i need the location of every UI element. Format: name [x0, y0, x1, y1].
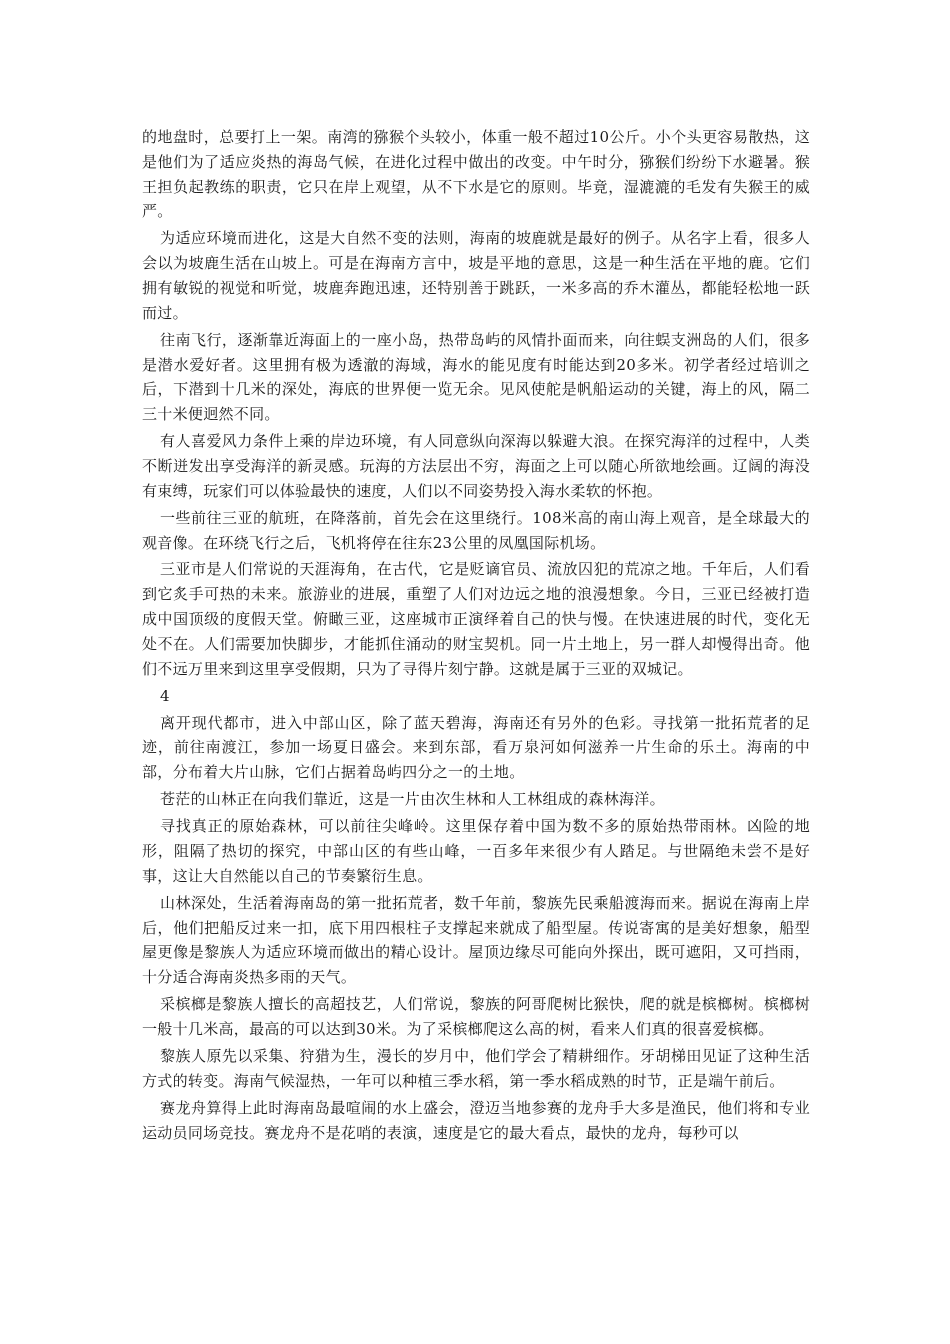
paragraph-8: 苍茫的山林正在向我们靠近，这是一片由次生林和人工林组成的森林海洋。	[160, 790, 665, 809]
paragraph-7: 离开现代都市，进入中部山区，除了蓝天碧海，海南还有另外的色彩。寻找第一批拓荒者的足迹，前往南渡江，参加一场夏日盛会。来到东部，看万泉河如何滋养一片生命的乐土。海南的中部，分布着大片山脉，它们占据着岛屿四分之一的土地。	[142, 713, 810, 782]
document-page	[142, 125, 810, 1148]
paragraph-10: 山林深处，生活着海南岛的第一批拓荒者，数千年前，黎族先民乘船渡海而来。据说在海南上岸后，他们把船反过来一扣，底下用四根柱子支撑起来就成了船型屋。传说寄寓的是美好想象，船型屋更像是黎族人为适应环境而做出的精心设计。屋顶边缘尽可能向外探出，既可遮阳，又可挡雨，十分适合海南炎热多雨的天气。	[142, 893, 810, 987]
paragraph-3: 往南飞行，逐渐靠近海面上的一座小岛，热带岛屿的风情扑面而来，向往蜈支洲岛的人们，很多是潜水爱好者。这里拥有极为透澈的海域，海水的能见度有时能达到20多米。初学者经过培训之后，下潜到十几米的深处，海底的世界便一览无余。见风使舵是帆船运动的关键，海上的风，隔二三十米便迥然不同。	[142, 330, 810, 424]
paragraph-4: 有人喜爱风力条件上乘的岸边环境，有人同意纵向深海以躲避大浪。在探究海洋的过程中，人类不断迸发出享受海洋的新灵感。玩海的方法层出不穷，海面之上可以随心所欲地绘画。辽阔的海没有束缚，玩家们可以体验最快的速度，人们以不同姿势投入海水柔软的怀抱。	[142, 432, 810, 500]
paragraph-2: 为适应环境而进化，这是大自然不变的法则，海南的坡鹿就是最好的例子。从名字上看，很多人会以为坡鹿生活在山坡上。可是在海南方言中，坡是平地的意思，这是一种生活在平地的鹿。它们拥有敏锐的视觉和听觉，坡鹿奔跑迅速，还特别善于跳跃，一米多高的乔木灌丛，都能轻松地一跃而过。	[142, 229, 810, 322]
paragraph-1: 的地盘时，总要打上一架。南湾的猕猴个头较小，体重一般不超过10公斤。小个头更容易散热，这是他们为了适应炎热的海岛气候，在进化过程中做出的改变。中午时分，猕猴们纷纷下水避暑。猴王担负起教练的职责，它只在岸上观望，从不下水是它的原则。毕竟，湿漉漉的毛发有失猴王的威严。	[142, 128, 810, 221]
paragraph-12: 黎族人原先以采集、狩猎为生，漫长的岁月中，他们学会了精耕细作。牙胡梯田见证了这种生活方式的转变。海南气候湿热，一年可以种植三季水稻，第一季水稻成熟的时节，正是端午前后。	[142, 1046, 810, 1090]
paragraph-9: 寻找真正的原始森林，可以前往尖峰岭。这里保存着中国为数不多的原始热带雨林。凶险的地形，阻隔了热切的探究，中部山区的有些山峰，一百多年来很少有人踏足。与世隔绝未尝不是好事，这让大自然能以自己的节奏繁衍生息。	[142, 817, 810, 885]
paragraph-5: 一些前往三亚的航班，在降落前，首先会在这里绕行。108米高的南山海上观音，是全球最大的观音像。在环绕飞行之后，飞机将停在往东23公里的凤凰国际机场。	[142, 508, 810, 552]
paragraph-6: 三亚市是人们常说的天涯海角，在古代，它是贬谪官员、流放囚犯的荒凉之地。千年后，人们看到它炙手可热的未来。旅游业的进展，重塑了人们对边远之地的浪漫想象。今日，三亚已经被打造成中国顶级的度假天堂。俯瞰三亚，这座城市正演绎着自己的快与慢。在快速进展的时代，变化无处不在。人们需要加快脚步，才能抓住涌动的财宝契机。同一片土地上，另一群人却慢得出奇。他们不远万里来到这里享受假期，只为了寻得片刻宁静。这就是属于三亚的双城记。	[142, 560, 810, 678]
paragraph-11: 采槟榔是黎族人擅长的高超技艺，人们常说，黎族的阿哥爬树比猴快，爬的就是槟榔树。槟榔树一般十几米高，最高的可以达到30米。为了采槟榔爬这么高的树，看来人们真的很喜爱槟榔。	[142, 995, 810, 1038]
section-number: 4	[160, 686, 170, 705]
paragraph-13: 赛龙舟算得上此时海南岛最喧闹的水上盛会，澄迈当地参赛的龙舟手大多是渔民，他们将和专业运动员同场竞技。赛龙舟不是花哨的表演，速度是它的最大看点，最快的龙舟，每秒可以	[142, 1098, 810, 1142]
